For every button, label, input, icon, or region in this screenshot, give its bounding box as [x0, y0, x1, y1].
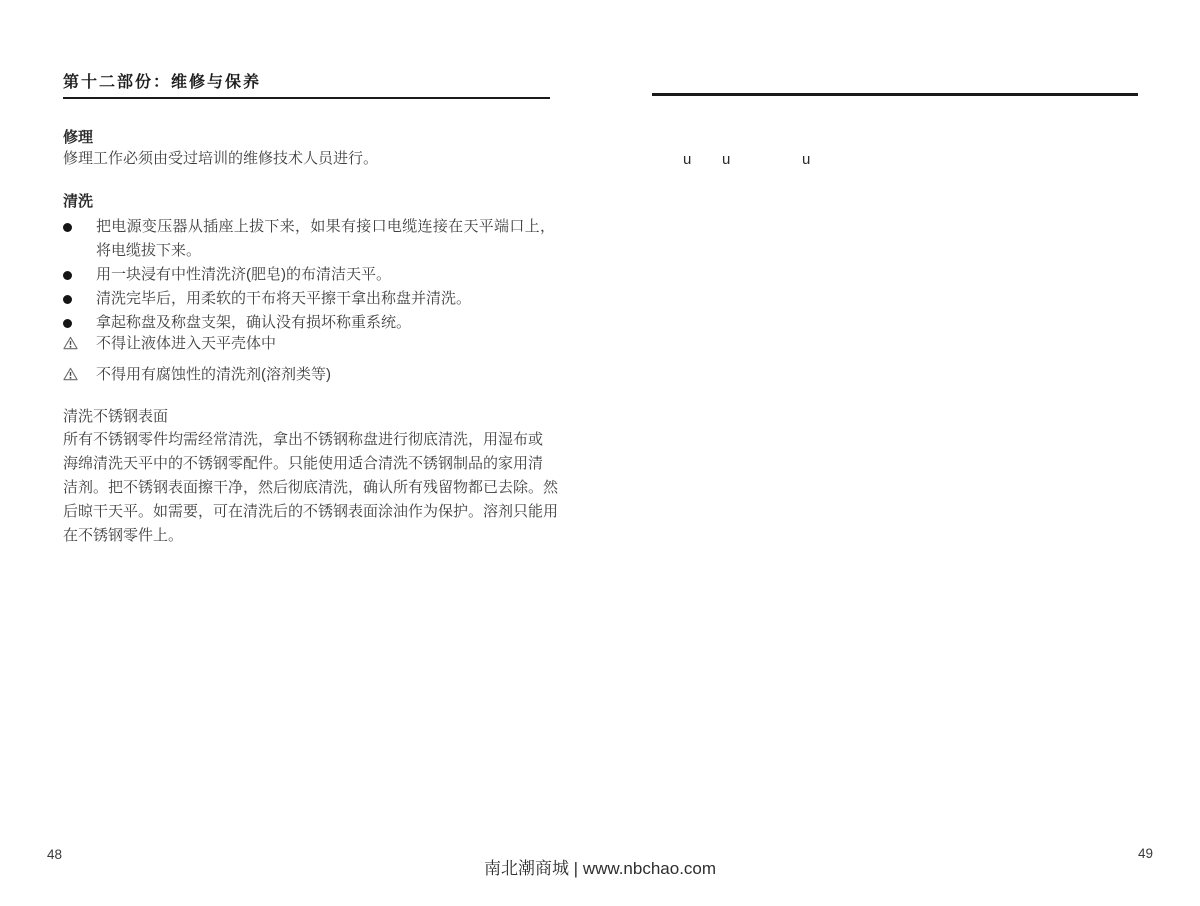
repair-body-text: 修理工作必须由受过培训的维修技术人员进行。 — [63, 150, 379, 167]
cleaning-bullet-list — [63, 215, 555, 335]
warning-icon — [63, 336, 78, 355]
bullet-icon — [63, 223, 72, 232]
footer-watermark: 南北潮商城 | www.nbchao.com — [483, 859, 717, 878]
right-page-header-rule — [652, 93, 1138, 96]
warning-text: 不得用有腐蚀性的清洗剂(溶剂类等) — [96, 366, 331, 383]
list-item — [63, 263, 555, 287]
stray-mark: u — [683, 151, 692, 168]
page-number-left: 48 — [47, 847, 63, 862]
section-title: 第十二部份：维修与保养 — [63, 74, 550, 99]
paragraph-line: 后晾干天平。如需要，可在清洗后的不锈钢表面涂油作为保护。溶剂只能用 — [63, 503, 559, 520]
list-item-text: 清洗完毕后，用柔软的干布将天平擦干拿出称盘并清洗。 — [96, 290, 472, 307]
bullet-icon — [63, 271, 72, 280]
page-number-right: 49 — [1138, 846, 1154, 861]
list-item — [63, 215, 555, 263]
list-item-text: 用一块浸有中性清洗济(肥皂)的布清洁天平。 — [96, 266, 391, 283]
paragraph-line: 所有不锈钢零件均需经常清洗，拿出不锈钢称盘进行彻底清洗，用湿布或 — [63, 431, 544, 448]
stray-mark: u — [722, 151, 731, 168]
paragraph-line: 海绵清洗天平中的不锈钢零配件。只能使用适合清洗不锈钢制品的家用清 — [63, 455, 544, 472]
warning-text: 不得让液体进入天平壳体中 — [96, 335, 277, 352]
list-item — [63, 287, 555, 311]
bullet-icon — [63, 319, 72, 328]
paragraph-line: 洁剂。把不锈钢表面擦干净，然后彻底清洗，确认所有残留物都已去除。然 — [63, 479, 559, 496]
bullet-icon — [63, 295, 72, 304]
stray-mark: u — [802, 151, 811, 168]
list-item-text: 拿起称盘及称盘支架，确认没有损坏称重系统。 — [96, 314, 412, 331]
warning-item — [63, 363, 331, 387]
list-item-text: 把电源变压器从插座上拔下来，如果有接口电缆连接在天平端口上，将电缆拔下来。 — [96, 218, 555, 259]
paragraph-line: 在不锈钢零件上。 — [63, 527, 184, 544]
stainless-heading: 清洗不锈钢表面 — [63, 408, 169, 425]
warning-item — [63, 332, 276, 356]
repair-heading: 修理 — [63, 129, 94, 146]
stainless-paragraph — [63, 428, 559, 548]
cleaning-heading: 清洗 — [63, 193, 94, 210]
warning-icon — [63, 367, 78, 386]
